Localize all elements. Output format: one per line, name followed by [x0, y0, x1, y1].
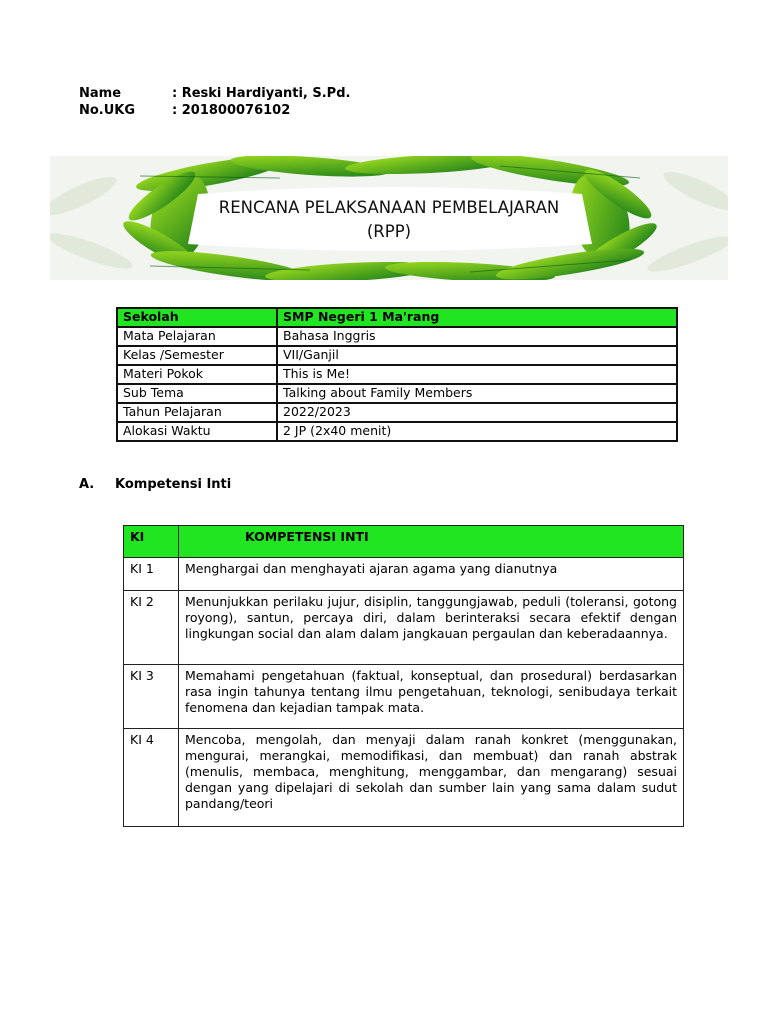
ukg-value: : 201800076102 [172, 103, 291, 118]
identity-table [116, 307, 678, 442]
identity-label: Sub Tema [117, 384, 277, 403]
table-row [124, 591, 684, 665]
identity-label: Sekolah [117, 308, 277, 327]
ki-description: Menunjukkan perilaku jujur, disiplin, tanggungjawab, peduli (toleransi, gotong royong), santun, percaya diri, dalam berinteraksi secara efektif dengan lingkungan social dan alam dalam jangkauan pergaulan dan keberadaannya. [179, 591, 684, 665]
table-row [124, 729, 684, 827]
name-label: Name [79, 86, 122, 101]
ki-code: KI 2 [124, 591, 179, 665]
kompetensi-inti-table [123, 525, 684, 827]
identity-value: 2022/2023 [277, 403, 677, 422]
document-subtitle: (RPP) [366, 222, 412, 241]
identity-label: Kelas /Semester [117, 346, 277, 365]
table-row [117, 422, 677, 441]
ki-code: KI 3 [124, 665, 179, 729]
section-title: Kompetensi Inti [115, 477, 232, 492]
table-row [124, 558, 684, 591]
header-ukg-line [79, 103, 479, 119]
ki-description: Mencoba, mengolah, dan menyaji dalam ranah konkret (menggunakan, mengurai, merangkai, memodifikasi, dan membuat) dan ranah abstrak (menulis, membaca, menghitung, menggambar, dan mengarang) sesuai dengan yang dipelajari di sekolah dan sumber lain yang sama dalam sudut pandang/teori [179, 729, 684, 827]
identity-label: Alokasi Waktu [117, 422, 277, 441]
ki-code: KI 1 [124, 558, 179, 591]
identity-label: Materi Pokok [117, 365, 277, 384]
ki-description: Menghargai dan menghayati ajaran agama yang dianutnya [179, 558, 684, 591]
table-row [117, 365, 677, 384]
ki-description: Memahami pengetahuan (faktual, konseptual, dan prosedural) berdasarkan rasa ingin tahunya tentang ilmu pengetahuan, teknologi, senibudaya terkait fenomena dan kejadian tampak mata. [179, 665, 684, 729]
ki-code: KI 4 [124, 729, 179, 827]
column-header-code: KI [124, 526, 179, 558]
identity-label: Mata Pelajaran [117, 327, 277, 346]
table-row [117, 346, 677, 365]
table-row [117, 327, 677, 346]
name-value: : Reski Hardiyanti, S.Pd. [172, 86, 351, 101]
identity-value: This is Me! [277, 365, 677, 384]
identity-value: 2 JP (2x40 menit) [277, 422, 677, 441]
table-row [124, 665, 684, 729]
section-number: A. [79, 477, 95, 492]
document-title: RENCANA PELAKSANAAN PEMBELAJARAN [218, 198, 560, 217]
palm-leaf-frame-image [50, 156, 728, 280]
header-name-line [79, 86, 479, 102]
identity-value: Bahasa Inggris [277, 327, 677, 346]
identity-value: SMP Negeri 1 Ma'rang [277, 308, 677, 327]
column-header-title: KOMPETENSI INTI [179, 526, 684, 558]
identity-value: Talking about Family Members [277, 384, 677, 403]
title-banner [50, 156, 728, 280]
table-header-row [124, 526, 684, 558]
table-row [117, 403, 677, 422]
identity-label: Tahun Pelajaran [117, 403, 277, 422]
identity-value: VII/Ganjil [277, 346, 677, 365]
table-row [117, 308, 677, 327]
table-row [117, 384, 677, 403]
ukg-label: No.UKG [79, 103, 136, 118]
